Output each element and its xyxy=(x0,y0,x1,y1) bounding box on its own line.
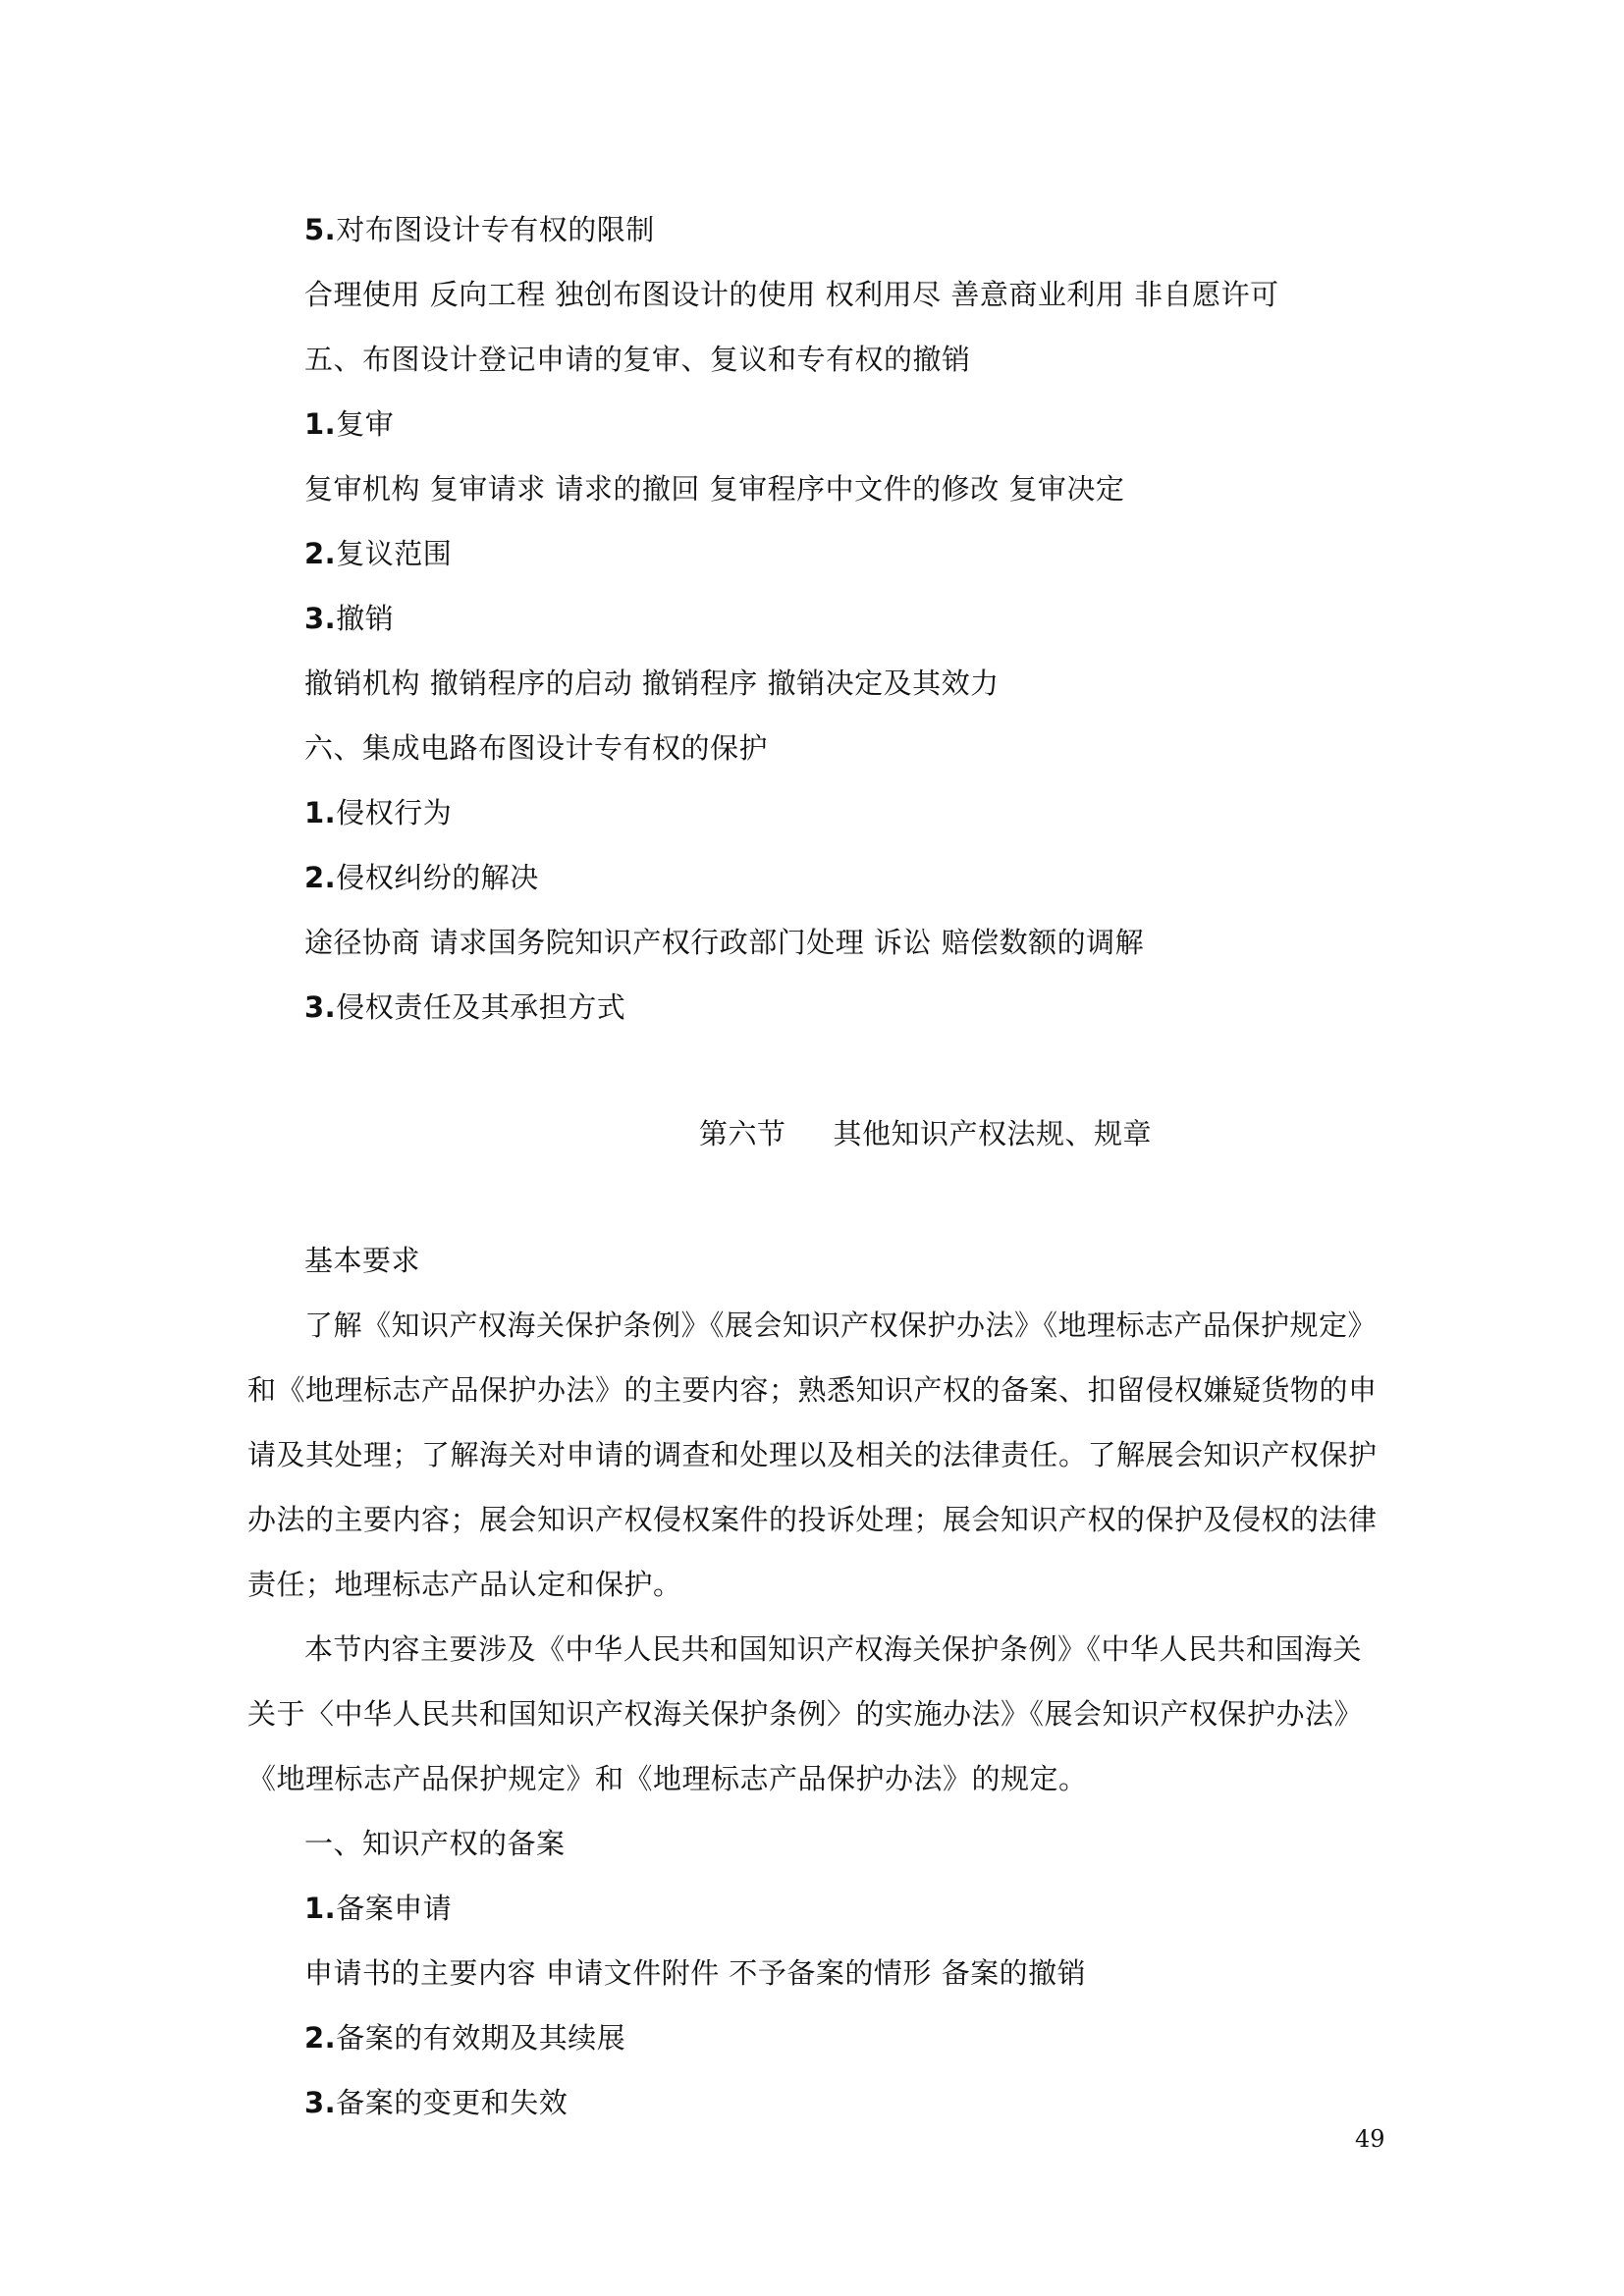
heading-text: 备案的变更和失效 xyxy=(336,2086,568,2119)
requirements-line-2: 和《地理标志产品保护办法》的主要内容；熟悉知识产权的备案、扣留侵权嫌疑货物的申 xyxy=(247,1373,1378,1407)
section-six-title: 六、集成电路布图设计专有权的保护 xyxy=(304,731,769,765)
topics-recordal-application: 申请书的主要内容 申请文件附件 不予备案的情形 备案的撤销 xyxy=(304,1956,1087,1990)
heading-number: 3. xyxy=(304,990,337,1024)
heading-number: 1. xyxy=(304,796,337,829)
heading-text: 侵权行为 xyxy=(336,796,453,829)
heading-text: 侵权纠纷的解决 xyxy=(336,861,539,894)
heading-text: 复议范围 xyxy=(336,537,453,570)
topics-limitations: 合理使用 反向工程 独创布图设计的使用 权利用尽 善意商业利用 非自愿许可 xyxy=(304,278,1279,311)
heading-recordal-validity xyxy=(304,2018,625,2057)
heading-review-scope xyxy=(304,534,452,573)
scope-line-3: 《地理标志产品保护规定》和《地理标志产品保护办法》的规定。 xyxy=(247,1762,1088,1795)
topics-reexamination: 复审机构 复审请求 请求的撤回 复审程序中文件的修改 复审决定 xyxy=(304,472,1125,506)
section-title-text: 其他知识产权法规、规章 xyxy=(833,1117,1153,1150)
heading-number: 2. xyxy=(304,537,337,570)
heading-reexamination xyxy=(304,404,394,444)
heading-text: 复审 xyxy=(336,407,395,441)
heading-revocation xyxy=(304,599,394,638)
requirements-line-3: 请及其处理；了解海关对申请的调查和处理以及相关的法律责任。了解展会知识产权保护 xyxy=(247,1438,1378,1471)
topics-dispute-resolution: 途径协商 请求国务院知识产权行政部门处理 诉讼 赔偿数额的调解 xyxy=(304,926,1145,959)
heading-number: 5. xyxy=(304,213,337,246)
heading-number: 3. xyxy=(304,2086,337,2119)
page-number: 49 xyxy=(1355,2125,1385,2153)
requirements-line-1: 了解《知识产权海关保护条例》《展会知识产权保护办法》《地理标志产品保护规定》 xyxy=(304,1308,1378,1342)
heading-text: 侵权责任及其承担方式 xyxy=(336,990,626,1024)
heading-number: 1. xyxy=(304,407,337,441)
heading-number: 2. xyxy=(304,2021,337,2055)
heading-text: 撤销 xyxy=(336,602,395,635)
requirements-line-4: 办法的主要内容；展会知识产权侵权案件的投诉处理；展会知识产权的保护及侵权的法律 xyxy=(247,1503,1378,1536)
heading-recordal-application xyxy=(304,1889,452,1928)
heading-text: 备案的有效期及其续展 xyxy=(336,2021,626,2055)
section-label: 第六节 xyxy=(699,1117,786,1150)
scope-line-2: 关于〈中华人民共和国知识产权海关保护条例〉的实施办法》《展会知识产权保护办法》 xyxy=(247,1697,1364,1731)
heading-dispute-resolution xyxy=(304,858,539,897)
heading-number: 2. xyxy=(304,861,337,894)
requirements-heading: 基本要求 xyxy=(304,1244,421,1277)
heading-liability xyxy=(304,988,625,1027)
heading-text: 对布图设计专有权的限制 xyxy=(336,213,655,246)
heading-recordal-change xyxy=(304,2083,568,2122)
scope-line-1: 本节内容主要涉及《中华人民共和国知识产权海关保护条例》《中华人民共和国海关 xyxy=(304,1632,1363,1666)
heading-number: 1. xyxy=(304,1892,337,1925)
heading-number: 3. xyxy=(304,602,337,635)
section-five-title: 五、布图设计登记申请的复审、复议和专有权的撤销 xyxy=(304,343,971,376)
section-heading xyxy=(699,1114,1152,1153)
heading-limitations xyxy=(304,210,655,249)
heading-text: 备案申请 xyxy=(336,1892,453,1925)
heading-infringement xyxy=(304,793,452,832)
topics-revocation: 撤销机构 撤销程序的启动 撤销程序 撤销决定及其效力 xyxy=(304,667,1000,700)
requirements-line-5: 责任；地理标志产品认定和保护。 xyxy=(247,1568,682,1601)
subsection-recordal-title: 一、知识产权的备案 xyxy=(304,1827,566,1860)
